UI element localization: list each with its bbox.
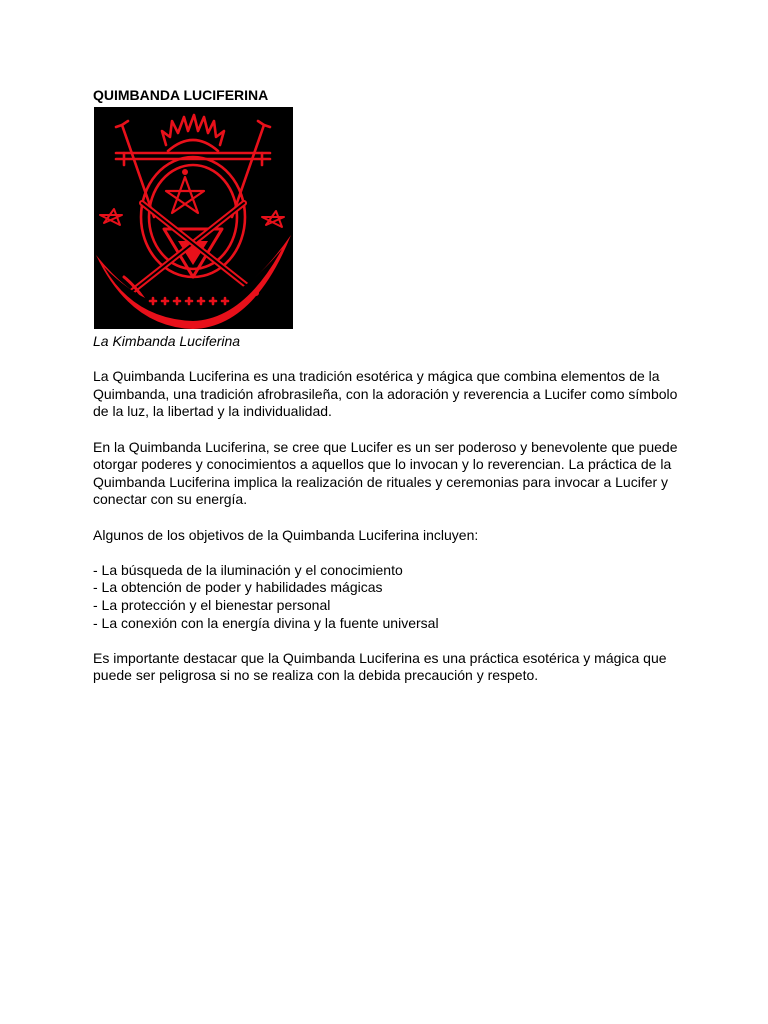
image-caption: La Kimbanda Luciferina	[93, 333, 241, 349]
closing-paragraph: Es importante destacar que la Quimbanda Luciferina es una práctica esotérica y mágica que puede ser peligrosa si no se realiza con la debida precaución y respeto.	[93, 649, 667, 684]
list-item: - La protección y el bienestar personal	[93, 596, 331, 613]
emblem-image	[94, 107, 293, 329]
objectives-intro-paragraph: Algunos de los objetivos de la Quimbanda Luciferina incluyen:	[93, 526, 479, 543]
list-item: - La conexión con la energía divina y la fuente universal	[93, 614, 439, 631]
list-item: - La búsqueda de la iluminación y el conocimiento	[93, 561, 403, 578]
intro-paragraph: La Quimbanda Luciferina es una tradición esotérica y mágica que combina elementos de la Quimbanda, una tradición afrobrasileña, con la adoración y reverencia a Lucifer como símbolo de la luz, la libertad y la individualidad.	[93, 368, 678, 420]
beliefs-paragraph: En la Quimbanda Luciferina, se cree que Lucifer es un ser poderoso y benevolente que puede otorgar poderes y conocimientos a aquellos que lo invocan y lo reverencian. La práctica de la Quimbanda Luciferina implica la realización de rituales y ceremonias para invocar a Lucifer y conectar con su energía.	[93, 438, 678, 508]
list-item: - La obtención de poder y habilidades mágicas	[93, 579, 383, 596]
document-title: QUIMBANDA LUCIFERINA	[93, 87, 269, 103]
red-ritual-seal-icon	[94, 107, 293, 329]
document-body	[93, 87, 683, 685]
objectives-list	[93, 562, 683, 632]
